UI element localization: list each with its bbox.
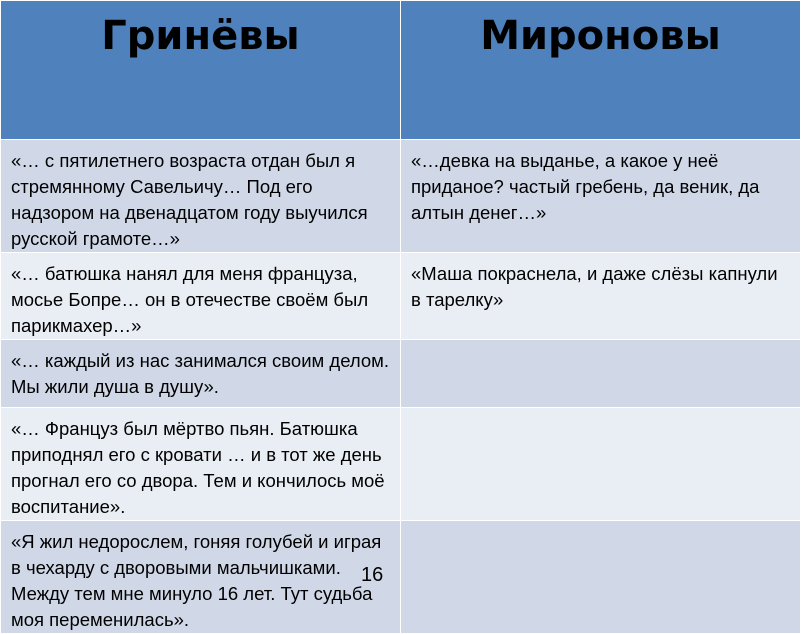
grinevy-quote-cell: «… батюшка нанял для меня француза, мосье Бопре… он в отечестве своём был парикмахер…» xyxy=(1,253,401,340)
slide-number: 16 xyxy=(361,564,384,586)
mironovy-quote-cell xyxy=(401,408,801,521)
grinevy-quote-cell: «… с пятилетнего возраста отдан был я стремянному Савельичу… Под его надзором на двенадцатом году выучился русской грамоте…» xyxy=(1,140,401,253)
grinevy-quote-cell: «… Француз был мёртво пьян. Батюшка приподнял его с кровати … и в тот же день прогнал его со двора. Тем и кончилось моё воспитание». xyxy=(1,408,401,521)
table-row xyxy=(1,521,801,634)
table-header-row xyxy=(1,1,801,140)
mironovy-quote-cell xyxy=(401,521,801,634)
grinevy-quote-cell: «Я жил недорослем, гоняя голубей и играя в чехарду с дворовыми мальчишками. Между тем мне минуло 16 лет. Тут судьба моя переменилась». xyxy=(1,521,401,634)
table-row xyxy=(1,140,801,253)
mironovy-quote-cell xyxy=(401,340,801,408)
table-row xyxy=(1,408,801,521)
column-header-mironovy: Мироновы xyxy=(401,1,801,140)
table-row xyxy=(1,253,801,340)
grinevy-quote-cell: «… каждый из нас занимался своим делом. Мы жили душа в душу». xyxy=(1,340,401,408)
column-header-grinevy: Гринёвы xyxy=(1,1,401,140)
mironovy-quote-cell: «Маша покраснела, и даже слёзы капнули в тарелку» xyxy=(401,253,801,340)
table-row xyxy=(1,340,801,408)
mironovy-quote-cell: «…девка на выданье, а какое у неё приданое? частый гребень, да веник, да алтын денег…» xyxy=(401,140,801,253)
